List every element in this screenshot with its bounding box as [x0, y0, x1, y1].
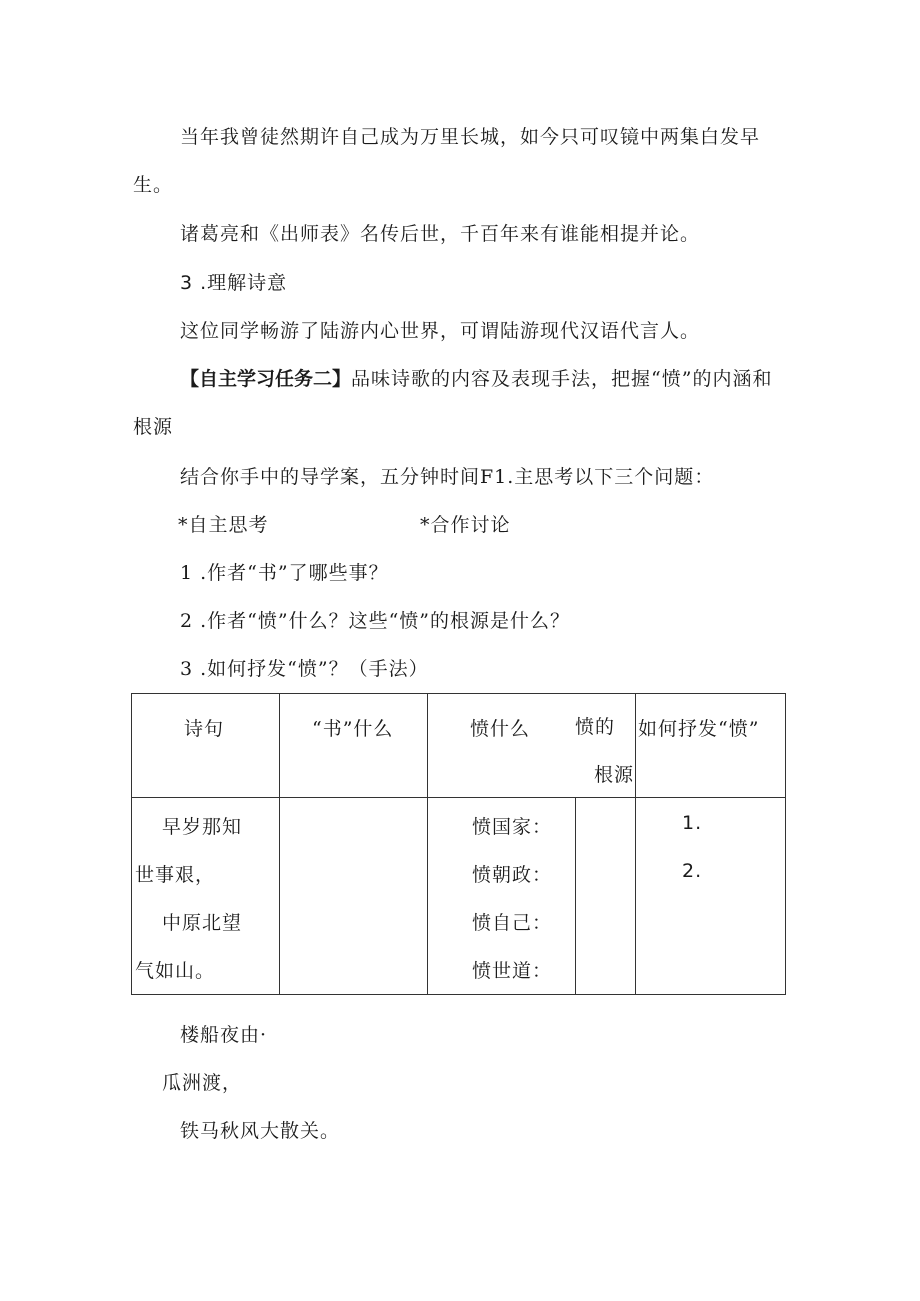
cell-fen	[428, 798, 576, 995]
how-item: 2.	[682, 860, 703, 882]
cell-root	[576, 798, 636, 995]
how-item: 1.	[682, 812, 703, 834]
header-fen: 愤什么	[470, 718, 531, 740]
poem-after-line-2: 瓜洲渡，	[162, 1072, 243, 1094]
poem-line: 世事艰，	[135, 864, 216, 886]
fen-item: 愤自己：	[472, 912, 553, 934]
poem-after-line-3: 铁马秋风大散关。	[180, 1120, 341, 1142]
header-how: 如何抒发“愤”	[636, 694, 786, 798]
header-shu: “书”什么	[280, 694, 428, 798]
question-3: 3 .如何抒发“愤”？（手法）	[180, 658, 429, 680]
paragraph-2: 诸葛亮和《出师表》名传后世，千百年来有谁能相提并论。	[180, 223, 701, 245]
header-root-a: 愤的	[575, 716, 616, 738]
mode-cooperative: *合作讨论	[420, 514, 511, 536]
fen-item: 愤国家：	[472, 816, 553, 838]
question-2: 2 .作者“愤”什么？这些“愤”的根源是什么？	[180, 610, 571, 632]
poem-line: 中原北望	[162, 912, 243, 934]
paragraph-3: 这位同学畅游了陆游内心世界，可谓陆游现代汉语代言人。	[180, 320, 701, 342]
paragraph-1: 当年我曾徒然期许自己成为万里长城，如今只可叹镜中两集白发早	[180, 126, 761, 148]
header-root-b: 根源	[594, 764, 635, 786]
task-label: 【自主学习任务二】	[180, 368, 352, 390]
task-heading	[180, 364, 772, 391]
poem-after-line-1: 楼船夜由·	[180, 1024, 268, 1046]
fen-item: 愤朝政：	[472, 864, 553, 886]
mode-self-study: *自主思考	[178, 514, 269, 536]
table-header-row	[132, 694, 786, 798]
header-fen-root	[428, 694, 636, 798]
poem-line: 气如山。	[135, 960, 216, 982]
poem-line: 早岁那知	[162, 816, 243, 838]
paragraph-1-continued: 生。	[133, 174, 174, 196]
table-row	[132, 798, 786, 995]
cell-shu	[280, 798, 428, 995]
cell-poem	[132, 798, 280, 995]
fen-item: 愤世道：	[472, 960, 553, 982]
cell-how	[636, 798, 786, 995]
section-heading-3: 3 .理解诗意	[180, 272, 288, 294]
question-1: 1 .作者“书”了哪些事？	[180, 562, 389, 584]
analysis-table	[131, 693, 786, 995]
task-heading-continued: 根源	[133, 416, 174, 438]
instruction: 结合你手中的导学案，五分钟时间F1.主思考以下三个问题：	[180, 466, 715, 488]
header-poem: 诗句	[132, 694, 280, 798]
task-text: 品味诗歌的内容及表现手法，把握“愤”的内涵和	[351, 368, 773, 390]
